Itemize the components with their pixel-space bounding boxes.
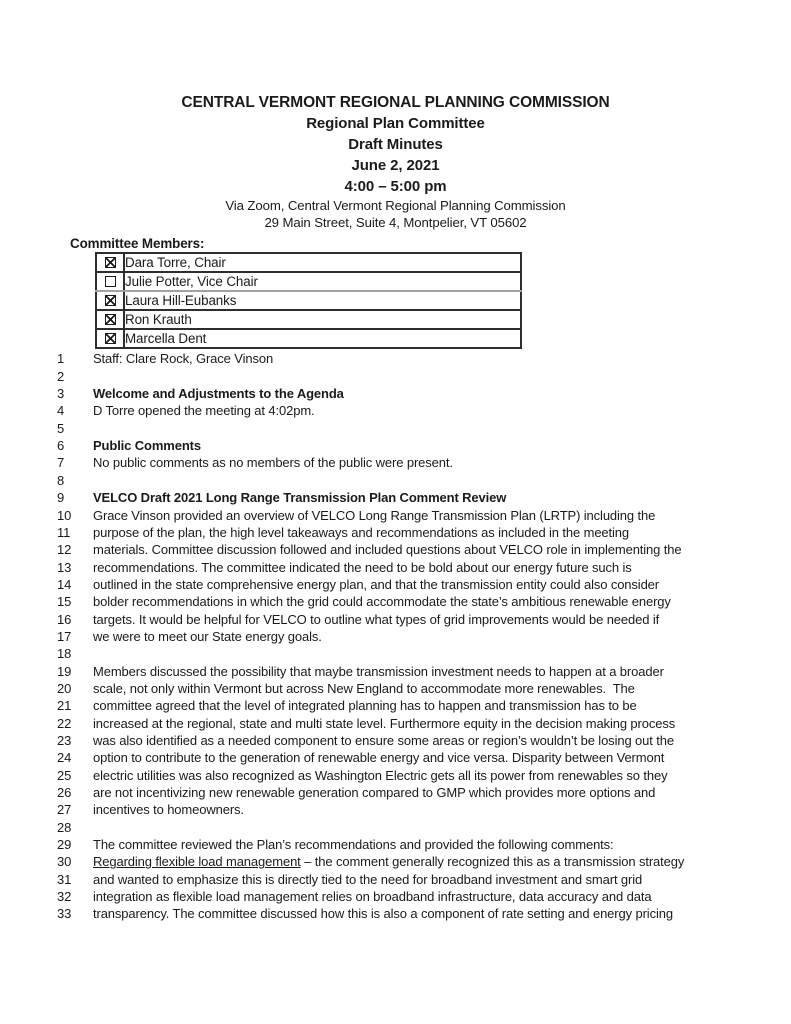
minutes-line <box>0 420 791 437</box>
minutes-line <box>0 645 791 662</box>
line-text: outlined in the state comprehensive energy plan, and that the transmission entity could also consider <box>93 576 659 592</box>
line-number: 4 <box>57 403 65 419</box>
committee-member-row <box>96 310 521 329</box>
doc-type: Draft Minutes <box>348 136 443 153</box>
committee-name: Regional Plan Committee <box>306 115 485 132</box>
line-number: 33 <box>57 906 72 922</box>
line-text: committee agreed that the level of integrated planning has to happen and transmission has to be <box>93 698 637 714</box>
line-number: 32 <box>57 889 72 905</box>
minutes-line <box>0 680 791 697</box>
checkbox-checked-icon <box>96 329 124 348</box>
checkbox-checked-icon <box>96 253 124 272</box>
minutes-line <box>0 697 791 714</box>
line-number: 2 <box>57 368 65 384</box>
line-number: 30 <box>57 854 72 870</box>
line-number: 17 <box>57 628 72 644</box>
line-text <box>93 472 791 489</box>
committee-member-row <box>96 272 521 291</box>
minutes-line <box>0 472 791 489</box>
committee-member-name: Marcella Dent <box>124 329 521 348</box>
checkbox-unchecked-icon <box>96 272 124 291</box>
line-text: and wanted to emphasize this is directly tied to the need for broadband investment and smart grid <box>93 871 643 887</box>
minutes-line <box>0 819 791 836</box>
line-number: 6 <box>57 438 65 454</box>
line-number: 13 <box>57 559 72 575</box>
line-text <box>93 420 791 437</box>
line-text <box>93 819 791 836</box>
committee-member-row <box>96 253 521 272</box>
venue-line-1: Via Zoom, Central Vermont Regional Planning Commission <box>225 198 566 213</box>
minutes-line <box>0 489 791 506</box>
line-number: 8 <box>57 472 65 488</box>
line-number: 18 <box>57 646 72 662</box>
minutes-line <box>0 541 791 558</box>
minutes-line <box>0 888 791 905</box>
minutes-line <box>0 905 791 922</box>
line-text: materials. Committee discussion followed and included questions about VELCO role in implementing the <box>93 542 682 558</box>
line-text: are not incentivizing new renewable generation compared to GMP which provides more options and <box>93 785 656 800</box>
line-number: 3 <box>57 386 65 402</box>
line-text: Members discussed the possibility that maybe transmission investment needs to happen at a broader <box>93 663 664 679</box>
line-text: was also identified as a needed component to ensure some areas or region’s wouldn’t be losing out the <box>93 732 674 748</box>
minutes-line <box>0 350 791 367</box>
minutes-line <box>0 853 791 870</box>
line-number: 11 <box>57 524 71 540</box>
committee-members-label: Committee Members: <box>70 236 205 252</box>
line-text: Welcome and Adjustments to the Agenda <box>93 386 344 402</box>
line-number: 21 <box>57 698 72 714</box>
committee-member-name: Dara Torre, Chair <box>124 253 521 272</box>
line-number: 10 <box>57 507 72 523</box>
line-number: 5 <box>57 420 65 436</box>
minutes-line <box>0 576 791 593</box>
line-text: recommendations. The committee indicated the need to be bold about our energy future such is <box>93 559 632 575</box>
line-number: 19 <box>57 663 72 679</box>
committee-member-name: Ron Krauth <box>124 310 521 329</box>
minutes-line <box>0 524 791 541</box>
line-number: 24 <box>57 750 72 766</box>
checkbox-checked-icon <box>96 310 124 329</box>
committee-member-row <box>96 329 521 348</box>
line-text: Regarding flexible load management – the comment generally recognized this as a transmission strategy <box>93 854 685 870</box>
line-number: 25 <box>57 767 72 783</box>
line-number: 14 <box>57 576 72 592</box>
minutes-line <box>0 767 791 784</box>
line-text: scale, not only within Vermont but across New England to accommodate more renewables. The <box>93 680 635 696</box>
committee-member-name: Julie Potter, Vice Chair <box>124 272 521 291</box>
meeting-time: 4:00 – 5:00 pm <box>344 178 447 195</box>
line-number: 28 <box>57 819 72 835</box>
line-number: 26 <box>57 785 72 800</box>
minutes-line <box>0 663 791 680</box>
line-text: incentives to homeowners. <box>93 802 244 818</box>
line-text: purpose of the plan, the high level takeaways and recommendations as included in the meeting <box>93 524 630 540</box>
minutes-lines <box>0 350 791 922</box>
line-text: increased at the regional, state and multi state level. Furthermore equity in the decision making process <box>93 715 676 731</box>
minutes-line <box>0 801 791 818</box>
minutes-line <box>0 507 791 524</box>
line-text: Grace Vinson provided an overview of VELCO Long Range Transmission Plan (LRTP) including the <box>93 507 656 523</box>
minutes-line <box>0 611 791 628</box>
line-number: 7 <box>57 455 65 471</box>
line-number: 29 <box>57 837 72 853</box>
minutes-line <box>0 628 791 645</box>
line-text: transparency. The committee discussed how this is also a component of rate setting and energy pricing <box>93 906 673 922</box>
line-text: integration as flexible load management relies on broadband infrastructure, data accuracy and data <box>93 889 652 905</box>
line-number: 22 <box>57 715 72 731</box>
line-text: bolder recommendations in which the grid could accommodate the state’s ambitious renewable energy <box>93 594 671 610</box>
committee-member-row <box>96 291 521 310</box>
minutes-line <box>0 784 791 801</box>
minutes-line <box>0 871 791 888</box>
line-number: 20 <box>57 680 72 696</box>
line-text: targets. It would be helpful for VELCO to outline what types of grid improvements would be needed if <box>93 611 660 627</box>
line-text: No public comments as no members of the public were present. <box>93 455 453 471</box>
document-header <box>0 0 791 231</box>
line-text: electric utilities was also recognized as Washington Electric gets all its power from renewables so they <box>93 767 668 783</box>
line-number: 16 <box>57 611 72 627</box>
line-number: 15 <box>57 594 72 610</box>
line-number: 1 <box>57 351 65 367</box>
committee-table-body <box>96 253 521 348</box>
minutes-line <box>0 836 791 853</box>
line-text <box>93 645 791 662</box>
line-number: 27 <box>57 802 72 818</box>
meeting-date: June 2, 2021 <box>351 157 440 174</box>
minutes-line <box>0 559 791 576</box>
line-text: D Torre opened the meeting at 4:02pm. <box>93 403 315 419</box>
line-number: 12 <box>57 542 72 558</box>
minutes-line <box>0 715 791 732</box>
committee-attendance-table <box>95 252 522 349</box>
line-number: 9 <box>57 490 65 506</box>
line-text: option to contribute to the generation of renewable energy and vice versa. Disparity between Vermont <box>93 750 665 766</box>
line-text: Public Comments <box>93 438 201 454</box>
line-text: we were to meet our State energy goals. <box>93 628 322 644</box>
minutes-line <box>0 732 791 749</box>
checkbox-checked-icon <box>96 291 124 310</box>
line-text <box>93 368 791 385</box>
minutes-line <box>0 368 791 385</box>
minutes-line <box>0 454 791 471</box>
line-text: The committee reviewed the Plan’s recommendations and provided the following comments: <box>93 837 614 853</box>
minutes-line <box>0 402 791 419</box>
minutes-line <box>0 593 791 610</box>
minutes-line <box>0 385 791 402</box>
line-number: 31 <box>57 871 72 887</box>
line-text: VELCO Draft 2021 Long Range Transmission Plan Comment Review <box>93 490 507 506</box>
minutes-line <box>0 437 791 454</box>
org-title: CENTRAL VERMONT REGIONAL PLANNING COMMISSION <box>181 94 610 111</box>
line-number: 23 <box>57 732 72 748</box>
committee-member-name: Laura Hill-Eubanks <box>124 291 521 310</box>
minutes-line <box>0 749 791 766</box>
venue-line-2: 29 Main Street, Suite 4, Montpelier, VT 05602 <box>264 215 527 231</box>
line-text: Staff: Clare Rock, Grace Vinson <box>93 351 274 367</box>
